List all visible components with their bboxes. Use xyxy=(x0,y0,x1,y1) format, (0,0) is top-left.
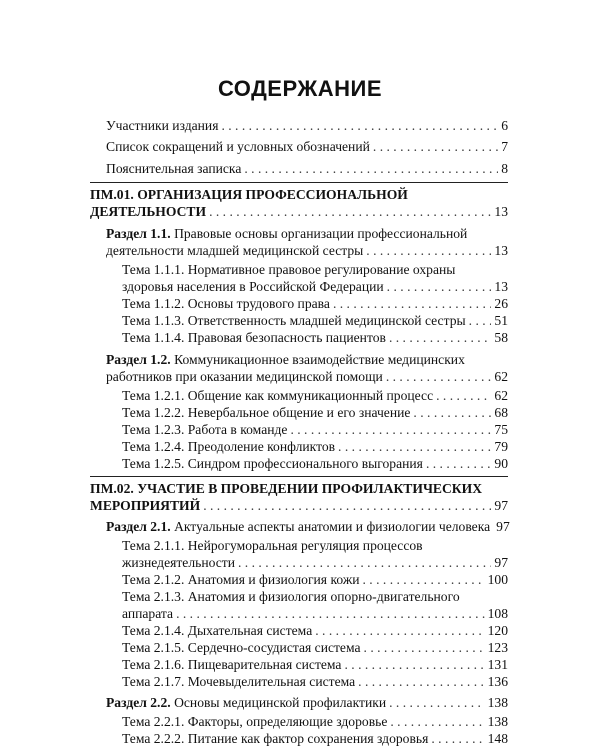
toc-topic-2-1-6[interactable]: Тема 2.1.6. Пищеварительная система . . . 131 xyxy=(122,656,508,673)
page-number: 108 xyxy=(487,606,508,621)
leader-dots xyxy=(469,312,492,329)
leader-dots xyxy=(364,639,485,656)
page-number: 8 xyxy=(501,161,508,176)
page-number: 138 xyxy=(487,695,508,710)
toc-topic-1-2-5[interactable]: Тема 1.2.5. Синдром профессионального выгорания . . . 90 xyxy=(122,455,508,472)
leader-dots xyxy=(413,404,491,421)
page-number: 68 xyxy=(494,405,508,420)
page-number: 75 xyxy=(494,422,508,437)
toc-topic-1-2-3[interactable]: Тема 1.2.3. Работа в команде . . . 75 xyxy=(122,421,508,438)
leader-dots xyxy=(373,138,498,155)
page-number: 97 xyxy=(496,519,510,534)
toc-entry-explanatory-note[interactable]: Пояснительная записка . . . 8 xyxy=(106,160,508,177)
toc-topic-2-1-5[interactable]: Тема 2.1.5. Сердечно-сосудистая система . . . 123 xyxy=(122,639,508,656)
leader-dots xyxy=(344,656,484,673)
toc-topic-1-1-4[interactable]: Тема 1.1.4. Правовая безопасность пациентов . . . 58 xyxy=(122,329,508,346)
toc-topic-2-1-4[interactable]: Тема 2.1.4. Дыхательная система . . . 120 xyxy=(122,622,508,639)
leader-dots xyxy=(333,295,491,312)
divider xyxy=(90,182,508,183)
page-number: 13 xyxy=(494,279,508,294)
leader-dots xyxy=(221,117,498,134)
leader-dots xyxy=(315,622,484,639)
toc-topic-2-1-1[interactable]: Тема 2.1.1. Нейрогуморальная регуляция процессов жизнедеятельности . . . 97 xyxy=(122,537,508,571)
leader-dots xyxy=(290,421,491,438)
toc-topic-1-2-2[interactable]: Тема 1.2.2. Невербальное общение и его значение . . . 68 xyxy=(122,404,508,421)
toc-module-pm02[interactable]: ПМ.02. УЧАСТИЕ В ПРОВЕДЕНИИ ПРОФИЛАКТИЧЕСКИХ МЕРОПРИЯТИЙ . . . 97 xyxy=(90,480,508,514)
toc-topic-2-1-7[interactable]: Тема 2.1.7. Мочевыделительная система . . . 136 xyxy=(122,673,508,690)
toc-section-2-1[interactable]: Раздел 2.1. Актуальные аспекты анатомии и физиологии человека 97 xyxy=(106,519,510,534)
page-number: 138 xyxy=(487,714,508,729)
page-number: 97 xyxy=(494,555,508,570)
leader-dots xyxy=(358,673,484,690)
page-number: 62 xyxy=(494,369,508,384)
page-number: 97 xyxy=(494,498,508,513)
toc-topic-2-1-3[interactable]: Тема 2.1.3. Анатомия и физиология опорно-двигательного аппарата . . . 108 xyxy=(122,588,508,622)
leader-dots xyxy=(176,605,485,622)
leader-dots xyxy=(389,694,484,711)
toc-topic-2-1-2[interactable]: Тема 2.1.2. Анатомия и физиология кожи . . . 100 xyxy=(122,571,508,588)
page-number: 148 xyxy=(487,731,508,746)
page-number: 7 xyxy=(501,139,508,154)
leader-dots xyxy=(363,571,485,588)
page-number: 90 xyxy=(494,456,508,471)
leader-dots xyxy=(390,713,484,730)
toc-topic-1-2-4[interactable]: Тема 1.2.4. Преодоление конфликтов . . . 79 xyxy=(122,438,508,455)
page-title: СОДЕРЖАНИЕ xyxy=(217,76,383,101)
page-number: 26 xyxy=(494,296,508,311)
page-number: 136 xyxy=(487,674,508,689)
toc-section-2-2[interactable]: Раздел 2.2. Основы медицинской профилактики . . . 138 xyxy=(106,694,508,711)
page-number: 6 xyxy=(501,118,508,133)
page-number: 13 xyxy=(494,204,508,219)
page-number: 51 xyxy=(494,313,508,328)
leader-dots xyxy=(238,554,491,571)
toc-section-1-1[interactable]: Раздел 1.1. Правовые основы организации профессиональной деятельности младшей медицинской сестры . . . 13 xyxy=(106,225,508,259)
page-number: 131 xyxy=(487,657,508,672)
divider xyxy=(90,476,508,477)
toc-topic-1-2-1[interactable]: Тема 1.2.1. Общение как коммуникационный процесс . . . 62 xyxy=(122,387,508,404)
page-number: 120 xyxy=(487,623,508,638)
leader-dots xyxy=(244,160,498,177)
page-number: 13 xyxy=(494,243,508,258)
page-number: 62 xyxy=(494,388,508,403)
leader-dots xyxy=(389,329,491,346)
toc-entry-abbreviations[interactable]: Список сокращений и условных обозначений . . . 7 xyxy=(106,138,508,155)
toc-section-1-2[interactable]: Раздел 1.2. Коммуникационное взаимодействие медицинских работников при оказании медицинской помощи . . . 62 xyxy=(106,351,508,385)
page-number: 79 xyxy=(494,439,508,454)
toc-topic-1-1-1[interactable]: Тема 1.1.1. Нормативное правовое регулирование охраны здоровья населения в Российской Федерации . . . 13 xyxy=(122,261,508,295)
leader-dots xyxy=(386,368,492,385)
toc-topic-1-1-3[interactable]: Тема 1.1.3. Ответственность младшей медицинской сестры . . . 51 xyxy=(122,312,508,329)
leader-dots xyxy=(203,497,491,514)
toc-topic-2-2-1[interactable]: Тема 2.2.1. Факторы, определяющие здоровье . . . 138 xyxy=(122,713,508,730)
leader-dots xyxy=(431,730,484,747)
toc-module-pm01[interactable]: ПМ.01. ОРГАНИЗАЦИЯ ПРОФЕССИОНАЛЬНОЙ ДЕЯТЕЛЬНОСТИ . . . 13 xyxy=(90,186,508,220)
leader-dots xyxy=(426,455,491,472)
page-number: 100 xyxy=(487,572,508,587)
toc-entry-participants[interactable]: Участники издания . . . 6 xyxy=(106,117,508,134)
leader-dots xyxy=(366,242,491,259)
leader-dots xyxy=(209,203,491,220)
leader-dots xyxy=(387,278,492,295)
leader-dots xyxy=(338,438,491,455)
page-number: 58 xyxy=(494,330,508,345)
page-number: 123 xyxy=(487,640,508,655)
toc-topic-2-2-2[interactable]: Тема 2.2.2. Питание как фактор сохранения здоровья . . . 148 xyxy=(122,730,508,747)
toc-topic-1-1-2[interactable]: Тема 1.1.2. Основы трудового права . . . 26 xyxy=(122,295,508,312)
leader-dots xyxy=(436,387,491,404)
